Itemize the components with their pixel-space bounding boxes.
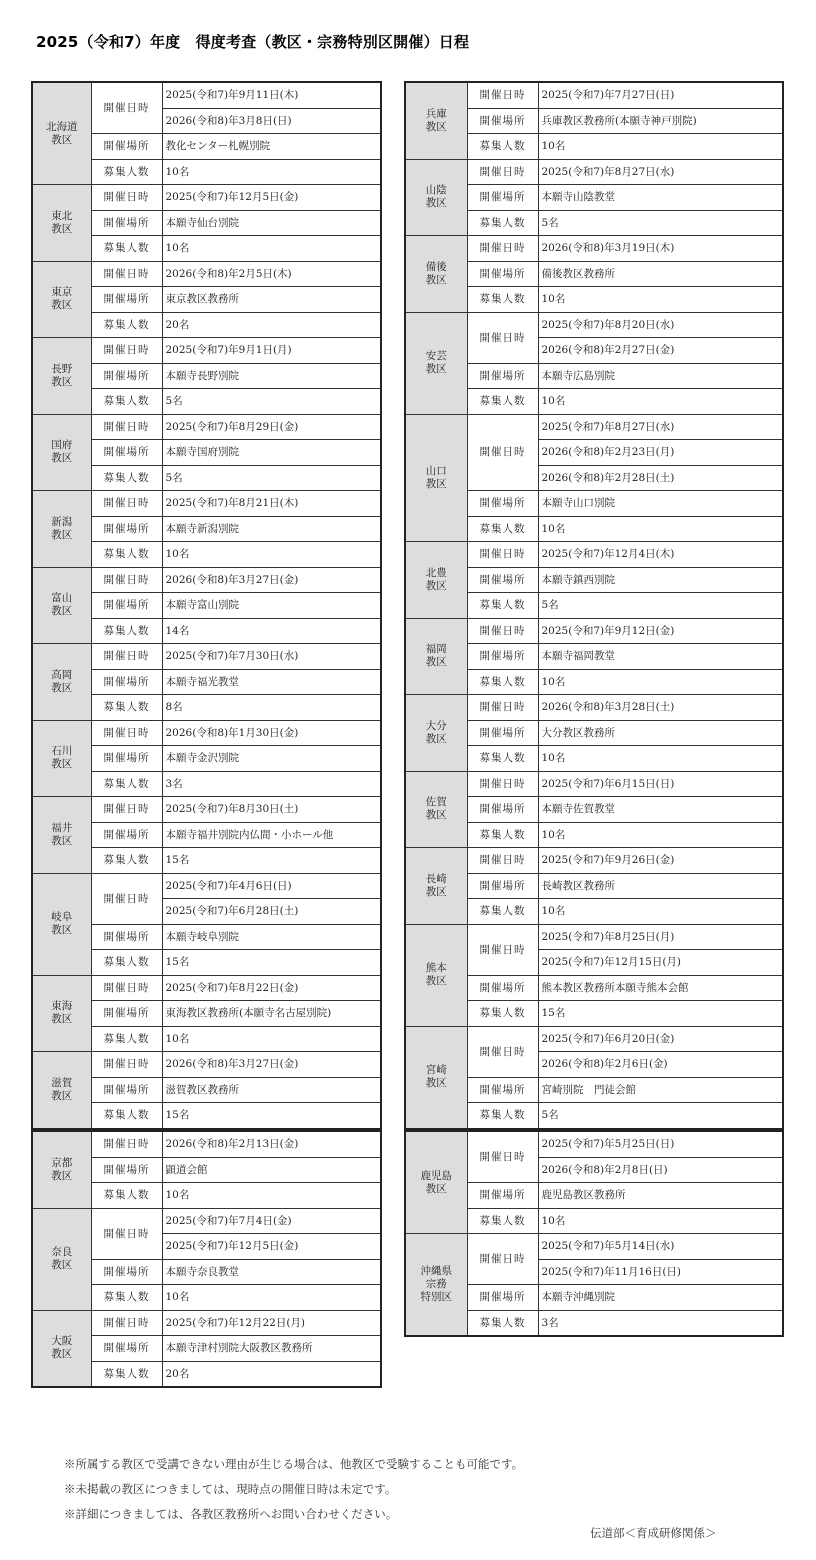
region-name: 東京 教区 — [32, 261, 91, 338]
row-value: 本願寺長野別院 — [162, 363, 381, 389]
region-name: 安芸 教区 — [405, 312, 467, 414]
region-name: 宮崎 教区 — [405, 1026, 467, 1129]
row-value: 10名 — [538, 287, 783, 313]
row-label: 開催日時 — [91, 644, 162, 670]
region-name: 福井 教区 — [32, 797, 91, 874]
row-value: 2026(令和8)年2月13日(金) — [162, 1131, 381, 1157]
row-label: 開催日時 — [467, 924, 538, 975]
row-value: 大分教区教務所 — [538, 720, 783, 746]
table-row — [405, 771, 783, 797]
row-value: 本願寺鎮西別院 — [538, 567, 783, 593]
row-value: 10名 — [538, 516, 783, 542]
schedule-table — [31, 1130, 382, 1388]
row-value: 2026(令和8)年3月8日(日) — [162, 108, 381, 134]
row-label: 開催日時 — [91, 975, 162, 1001]
row-value: 本願寺福光教堂 — [162, 669, 381, 695]
row-value: 20名 — [162, 312, 381, 338]
region-name: 佐賀 教区 — [405, 771, 467, 848]
row-value: 本願寺富山別院 — [162, 593, 381, 619]
table-row — [405, 236, 783, 262]
table-row — [405, 848, 783, 874]
row-value: 2025(令和7)年12月4日(木) — [538, 542, 783, 568]
row-label: 募集人数 — [467, 1208, 538, 1234]
row-value: 2025(令和7)年4月6日(日) — [162, 873, 381, 899]
row-value: 2026(令和8)年2月6日(金) — [538, 1052, 783, 1078]
row-value: 東海教区教務所(本願寺名古屋別院) — [162, 1001, 381, 1027]
table-row — [32, 338, 381, 364]
row-label: 募集人数 — [91, 236, 162, 262]
row-value: 2025(令和7)年7月30日(水) — [162, 644, 381, 670]
region-name: 東海 教区 — [32, 975, 91, 1052]
notes — [64, 1452, 523, 1527]
row-label: 開催場所 — [467, 567, 538, 593]
row-value: 2025(令和7)年6月15日(日) — [538, 771, 783, 797]
region-name: 東北 教区 — [32, 185, 91, 262]
row-value: 2025(令和7)年8月30日(土) — [162, 797, 381, 823]
row-value: 2025(令和7)年9月11日(木) — [162, 82, 381, 108]
page-title: 2025（令和7）年度 得度考査（教区・宗務特別区開催）日程 — [36, 33, 470, 51]
row-value: 東京教区教務所 — [162, 287, 381, 313]
row-value: 顕道会館 — [162, 1157, 381, 1183]
row-label: 募集人数 — [467, 287, 538, 313]
row-label: 募集人数 — [467, 822, 538, 848]
row-value: 2026(令和8)年2月8日(日) — [538, 1157, 783, 1183]
row-value: 2026(令和8)年2月5日(木) — [162, 261, 381, 287]
row-label: 開催場所 — [467, 185, 538, 211]
row-label: 開催場所 — [91, 669, 162, 695]
table-row — [32, 873, 381, 899]
row-value: 2025(令和7)年8月27日(水) — [538, 414, 783, 440]
row-label: 開催場所 — [91, 924, 162, 950]
row-value: 本願寺新潟別院 — [162, 516, 381, 542]
row-value: 本願寺津村別院大阪教区教務所 — [162, 1336, 381, 1362]
region-name: 滋賀 教区 — [32, 1052, 91, 1129]
row-value: 2025(令和7)年12月5日(金) — [162, 1234, 381, 1260]
row-value: 2025(令和7)年6月20日(金) — [538, 1026, 783, 1052]
table-row — [32, 414, 381, 440]
row-value: 3名 — [538, 1310, 783, 1336]
row-label: 募集人数 — [467, 134, 538, 160]
row-label: 開催場所 — [91, 363, 162, 389]
row-value: 2026(令和8)年3月27日(金) — [162, 567, 381, 593]
row-label: 開催日時 — [91, 185, 162, 211]
row-value: 2025(令和7)年12月5日(金) — [162, 185, 381, 211]
row-label: 募集人数 — [91, 389, 162, 415]
row-label: 開催日時 — [91, 797, 162, 823]
region-name: 沖縄県 宗務 特別区 — [405, 1234, 467, 1337]
row-label: 開催日時 — [91, 261, 162, 287]
row-label: 募集人数 — [467, 210, 538, 236]
row-value: 本願寺福井別院内仏間・小ホール他 — [162, 822, 381, 848]
row-label: 募集人数 — [467, 899, 538, 925]
row-label: 開催場所 — [467, 1183, 538, 1209]
row-label: 開催日時 — [467, 1234, 538, 1285]
row-value: 2025(令和7)年7月27日(日) — [538, 82, 783, 108]
row-label: 開催場所 — [467, 975, 538, 1001]
row-label: 募集人数 — [467, 1103, 538, 1129]
row-value: 10名 — [162, 236, 381, 262]
row-value: 15名 — [162, 1103, 381, 1129]
table-row — [32, 1208, 381, 1234]
row-label: 募集人数 — [91, 465, 162, 491]
region-name: 熊本 教区 — [405, 924, 467, 1026]
row-label: 開催場所 — [91, 1157, 162, 1183]
table-row — [32, 975, 381, 1001]
row-value: 2026(令和8)年2月27日(金) — [538, 338, 783, 364]
row-label: 募集人数 — [91, 1026, 162, 1052]
region-name: 山陰 教区 — [405, 159, 467, 236]
row-value: 10名 — [162, 159, 381, 185]
row-label: 開催場所 — [91, 1259, 162, 1285]
row-label: 開催場所 — [91, 1336, 162, 1362]
row-value: 10名 — [538, 746, 783, 772]
row-value: 2026(令和8)年3月28日(土) — [538, 695, 783, 721]
row-value: 10名 — [162, 1026, 381, 1052]
row-value: 本願寺奈良教堂 — [162, 1259, 381, 1285]
row-label: 募集人数 — [467, 1310, 538, 1336]
row-label: 開催日時 — [91, 491, 162, 517]
table-row — [32, 261, 381, 287]
table-row — [405, 414, 783, 440]
region-name: 北豊 教区 — [405, 542, 467, 619]
row-value: 2025(令和7)年11月16日(日) — [538, 1259, 783, 1285]
table-row — [32, 720, 381, 746]
table-row — [32, 82, 381, 108]
schedule-table — [404, 81, 784, 1130]
table-row — [405, 1131, 783, 1157]
table-row — [405, 695, 783, 721]
region-name: 山口 教区 — [405, 414, 467, 542]
row-label: 開催場所 — [467, 797, 538, 823]
row-value: 10名 — [538, 1208, 783, 1234]
row-value: 本願寺岐阜別院 — [162, 924, 381, 950]
note-line: ※詳細につきましては、各教区教務所へお問い合わせください。 — [64, 1507, 398, 1521]
table-row — [405, 159, 783, 185]
row-label: 募集人数 — [91, 1361, 162, 1387]
region-name: 京都 教区 — [32, 1131, 91, 1208]
row-label: 募集人数 — [91, 1183, 162, 1209]
row-label: 開催日時 — [91, 82, 162, 134]
row-label: 開催日時 — [467, 771, 538, 797]
row-label: 開催日時 — [467, 1026, 538, 1077]
row-label: 開催日時 — [467, 82, 538, 108]
row-label: 募集人数 — [467, 669, 538, 695]
region-name: 鹿児島 教区 — [405, 1131, 467, 1234]
row-label: 開催日時 — [467, 618, 538, 644]
row-value: 滋賀教区教務所 — [162, 1077, 381, 1103]
table-row — [32, 1131, 381, 1157]
row-label: 開催日時 — [467, 159, 538, 185]
row-value: 10名 — [162, 542, 381, 568]
row-value: 10名 — [162, 1183, 381, 1209]
row-label: 募集人数 — [91, 159, 162, 185]
row-value: 2025(令和7)年6月28日(土) — [162, 899, 381, 925]
row-value: 本願寺金沢別院 — [162, 746, 381, 772]
row-label: 開催日時 — [91, 414, 162, 440]
row-label: 開催日時 — [467, 236, 538, 262]
row-label: 開催日時 — [467, 414, 538, 491]
row-label: 募集人数 — [91, 848, 162, 874]
row-value: 2025(令和7)年5月14日(水) — [538, 1234, 783, 1260]
table-row — [32, 185, 381, 211]
row-value: 2025(令和7)年9月12日(金) — [538, 618, 783, 644]
row-value: 本願寺福岡教堂 — [538, 644, 783, 670]
row-label: 開催日時 — [91, 338, 162, 364]
row-value: 2025(令和7)年8月29日(金) — [162, 414, 381, 440]
table-row — [405, 924, 783, 950]
row-label: 募集人数 — [91, 542, 162, 568]
row-value: 10名 — [538, 822, 783, 848]
note-line: ※未掲載の教区につきましては、現時点の開催日時は未定です。 — [64, 1482, 397, 1496]
row-value: 鹿児島教区教務所 — [538, 1183, 783, 1209]
row-label: 開催場所 — [91, 822, 162, 848]
row-value: 2025(令和7)年9月1日(月) — [162, 338, 381, 364]
row-value: 10名 — [538, 389, 783, 415]
row-value: 2025(令和7)年8月20日(水) — [538, 312, 783, 338]
table-row — [405, 542, 783, 568]
table-row — [32, 644, 381, 670]
row-label: 開催場所 — [91, 746, 162, 772]
region-name: 国府 教区 — [32, 414, 91, 491]
row-value: 本願寺仙台別院 — [162, 210, 381, 236]
row-value: 2026(令和8)年2月28日(土) — [538, 465, 783, 491]
row-value: 10名 — [538, 134, 783, 160]
region-name: 福岡 教区 — [405, 618, 467, 695]
table-row — [405, 312, 783, 338]
row-value: 2025(令和7)年8月22日(金) — [162, 975, 381, 1001]
row-label: 開催場所 — [91, 134, 162, 160]
row-label: 開催日時 — [467, 695, 538, 721]
region-name: 岐阜 教区 — [32, 873, 91, 975]
row-label: 開催日時 — [467, 542, 538, 568]
row-value: 2025(令和7)年8月27日(水) — [538, 159, 783, 185]
region-name: 備後 教区 — [405, 236, 467, 313]
row-label: 募集人数 — [467, 1001, 538, 1027]
row-value: 3名 — [162, 771, 381, 797]
row-label: 開催場所 — [91, 1001, 162, 1027]
row-label: 開催場所 — [91, 516, 162, 542]
row-value: 2026(令和8)年2月23日(月) — [538, 440, 783, 466]
row-value: 2025(令和7)年5月25日(日) — [538, 1131, 783, 1157]
row-value: 15名 — [162, 848, 381, 874]
row-label: 開催場所 — [91, 210, 162, 236]
row-label: 開催場所 — [91, 1077, 162, 1103]
row-value: 2025(令和7)年12月22日(月) — [162, 1310, 381, 1336]
row-label: 開催日時 — [467, 1131, 538, 1183]
table-row — [405, 1234, 783, 1260]
row-value: 長崎教区教務所 — [538, 873, 783, 899]
region-name: 高岡 教区 — [32, 644, 91, 721]
region-name: 兵庫 教区 — [405, 82, 467, 159]
row-value: 14名 — [162, 618, 381, 644]
table-row — [32, 567, 381, 593]
row-value: 本願寺国府別院 — [162, 440, 381, 466]
row-label: 募集人数 — [91, 1285, 162, 1311]
region-name: 大分 教区 — [405, 695, 467, 772]
row-label: 開催場所 — [91, 593, 162, 619]
row-value: 10名 — [538, 899, 783, 925]
table-row — [405, 1026, 783, 1052]
row-label: 開催場所 — [91, 440, 162, 466]
row-value: 5名 — [538, 1103, 783, 1129]
region-name: 富山 教区 — [32, 567, 91, 644]
region-name: 大阪 教区 — [32, 1310, 91, 1387]
table-row — [32, 1310, 381, 1336]
row-label: 開催日時 — [91, 1052, 162, 1078]
schedule-table — [404, 1130, 784, 1337]
row-label: 開催場所 — [467, 363, 538, 389]
region-name: 石川 教区 — [32, 720, 91, 797]
row-value: 15名 — [162, 950, 381, 976]
row-label: 開催日時 — [91, 567, 162, 593]
row-label: 募集人数 — [91, 771, 162, 797]
row-label: 開催場所 — [467, 1077, 538, 1103]
region-name: 長崎 教区 — [405, 848, 467, 925]
table-row — [32, 797, 381, 823]
table-row — [405, 82, 783, 108]
row-value: 2025(令和7)年8月25日(月) — [538, 924, 783, 950]
row-value: 教化センター札幌別院 — [162, 134, 381, 160]
row-value: 本願寺広島別院 — [538, 363, 783, 389]
row-value: 8名 — [162, 695, 381, 721]
row-label: 募集人数 — [91, 1103, 162, 1129]
row-value: 15名 — [538, 1001, 783, 1027]
row-label: 開催場所 — [467, 261, 538, 287]
row-label: 募集人数 — [91, 618, 162, 644]
table-row — [32, 491, 381, 517]
row-label: 開催場所 — [467, 644, 538, 670]
row-label: 開催日時 — [467, 312, 538, 363]
region-name: 長野 教区 — [32, 338, 91, 415]
row-value: 宮崎別院 門徒会館 — [538, 1077, 783, 1103]
row-value: 本願寺佐賀教堂 — [538, 797, 783, 823]
row-label: 開催日時 — [91, 720, 162, 746]
region-name: 新潟 教区 — [32, 491, 91, 568]
row-label: 募集人数 — [467, 746, 538, 772]
row-value: 本願寺山口別院 — [538, 491, 783, 517]
row-label: 開催日時 — [91, 873, 162, 924]
row-label: 開催日時 — [91, 1310, 162, 1336]
table-row — [405, 618, 783, 644]
row-value: 5名 — [162, 465, 381, 491]
department-footer: 伝道部＜育成研修関係＞ — [590, 1526, 717, 1540]
region-name: 奈良 教区 — [32, 1208, 91, 1310]
table-row — [32, 1052, 381, 1078]
row-value: 2025(令和7)年7月4日(金) — [162, 1208, 381, 1234]
row-value: 5名 — [538, 593, 783, 619]
row-value: 2026(令和8)年1月30日(金) — [162, 720, 381, 746]
row-label: 募集人数 — [467, 593, 538, 619]
row-value: 2025(令和7)年8月21日(木) — [162, 491, 381, 517]
row-value: 5名 — [538, 210, 783, 236]
region-name: 北海道 教区 — [32, 82, 91, 185]
row-label: 募集人数 — [467, 516, 538, 542]
row-label: 開催場所 — [467, 491, 538, 517]
row-label: 開催場所 — [467, 873, 538, 899]
row-label: 開催日時 — [467, 848, 538, 874]
row-label: 開催日時 — [91, 1208, 162, 1259]
row-label: 募集人数 — [91, 695, 162, 721]
note-line: ※所属する教区で受講できない理由が生じる場合は、他教区で受験することも可能です。 — [64, 1457, 524, 1471]
row-label: 開催日時 — [91, 1131, 162, 1157]
row-value: 2026(令和8)年3月27日(金) — [162, 1052, 381, 1078]
row-value: 2025(令和7)年12月15日(月) — [538, 950, 783, 976]
row-value: 兵庫教区教務所(本願寺神戸別院) — [538, 108, 783, 134]
row-value: 2026(令和8)年3月19日(木) — [538, 236, 783, 262]
row-label: 開催場所 — [467, 1285, 538, 1311]
row-value: 2025(令和7)年9月26日(金) — [538, 848, 783, 874]
row-value: 10名 — [162, 1285, 381, 1311]
row-value: 10名 — [538, 669, 783, 695]
row-value: 20名 — [162, 1361, 381, 1387]
row-value: 熊本教区教務所本願寺熊本会館 — [538, 975, 783, 1001]
row-label: 募集人数 — [467, 389, 538, 415]
row-value: 5名 — [162, 389, 381, 415]
row-label: 開催場所 — [91, 287, 162, 313]
row-label: 募集人数 — [91, 950, 162, 976]
row-value: 本願寺山陰教堂 — [538, 185, 783, 211]
row-value: 備後教区教務所 — [538, 261, 783, 287]
row-label: 募集人数 — [91, 312, 162, 338]
row-value: 本願寺沖縄別院 — [538, 1285, 783, 1311]
row-label: 開催場所 — [467, 108, 538, 134]
schedule-table — [31, 81, 382, 1130]
row-label: 開催場所 — [467, 720, 538, 746]
